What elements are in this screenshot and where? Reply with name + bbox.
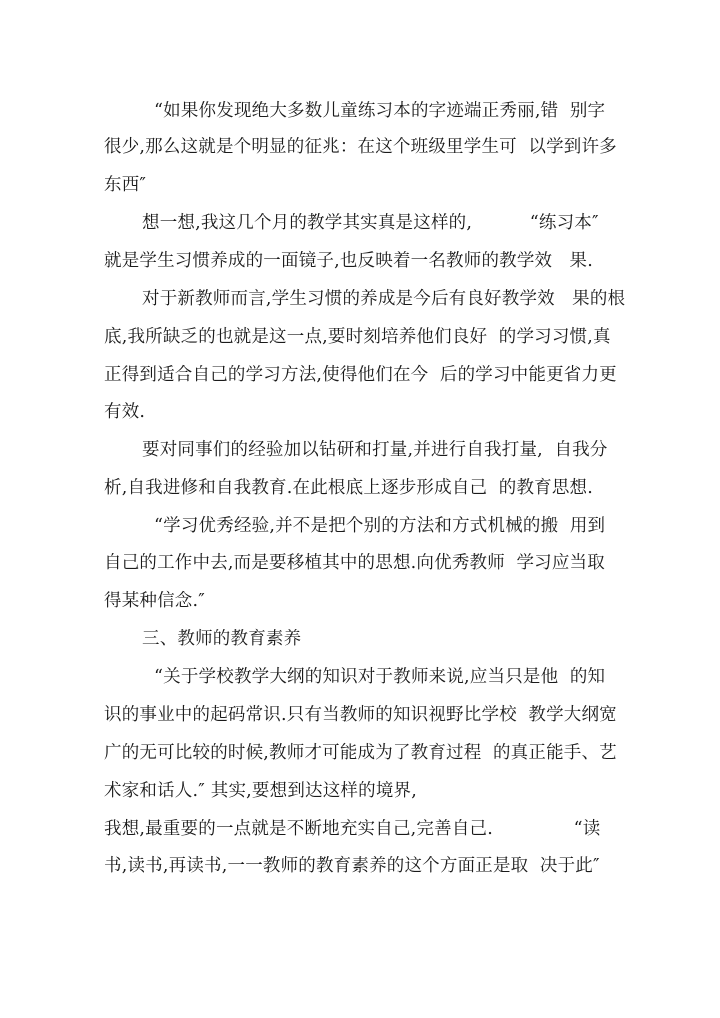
text-line-2: 很少,那么这就是个明显的征兆：在这个班级里学生可 以学到许多 bbox=[104, 137, 617, 157]
section-heading: 三、教师的教育素养 bbox=[142, 629, 302, 649]
text-line-16: “关于学校教学大纲的知识对于教师来说,应当只是他 的知 bbox=[154, 667, 606, 687]
text-line-10: 要对同事们的经验加以钻研和打量,并进行自我打量, 自我分 bbox=[142, 440, 608, 460]
text-line-20: 我想,最重要的一点就是不断地充实自己,完善自己. “读 bbox=[104, 819, 601, 839]
text-line-5: 就是学生习惯养成的一面镜子,也反映着一名教师的教学效 果. bbox=[104, 251, 594, 271]
text-line-19: 术家和话人.″ 其实,要想到达这样的境界, bbox=[104, 781, 417, 801]
text-line-11: 析,自我进修和自我教育.在此根底上逐步形成自己 的教育思想. bbox=[104, 478, 594, 498]
text-line-17: 识的事业中的起码常识.只有当教师的知识视野比学校 教学大纲宽 bbox=[104, 705, 617, 725]
text-line-8: 正得到适合自己的学习方法,使得他们在今 后的学习中能更省力更 bbox=[104, 365, 617, 385]
text-line-14: 得某种信念.″ bbox=[104, 591, 205, 611]
text-line-12: “学习优秀经验,并不是把个别的方法和方式机械的搬 用到 bbox=[154, 516, 606, 536]
text-line-13: 自己的工作中去,而是要移植其中的思想.向优秀教师 学习应当取 bbox=[104, 553, 605, 573]
text-line-7: 底,我所缺乏的也就是这一点,要时刻培养他们良好 的学习习惯,真 bbox=[104, 327, 611, 347]
text-line-4: 想一想,我这几个月的教学其实真是这样的, “练习本″ bbox=[142, 213, 599, 233]
text-line-9: 有效. bbox=[104, 402, 146, 422]
text-line-21: 书,读书,再读书,一一教师的教育素养的这个方面正是取 决于此″ bbox=[104, 856, 600, 876]
text-line-18: 广的无可比较的时候,教师才可能成为了教育过程 的真正能手、艺 bbox=[104, 743, 617, 763]
text-line-1: “如果你发现绝大多数儿童练习本的字迹端正秀丽,错 别字 bbox=[154, 101, 606, 121]
text-line-6: 对于新教师而言,学生习惯的养成是今后有良好教学效 果的根 bbox=[142, 289, 626, 309]
text-line-3: 东西″ bbox=[104, 175, 147, 195]
